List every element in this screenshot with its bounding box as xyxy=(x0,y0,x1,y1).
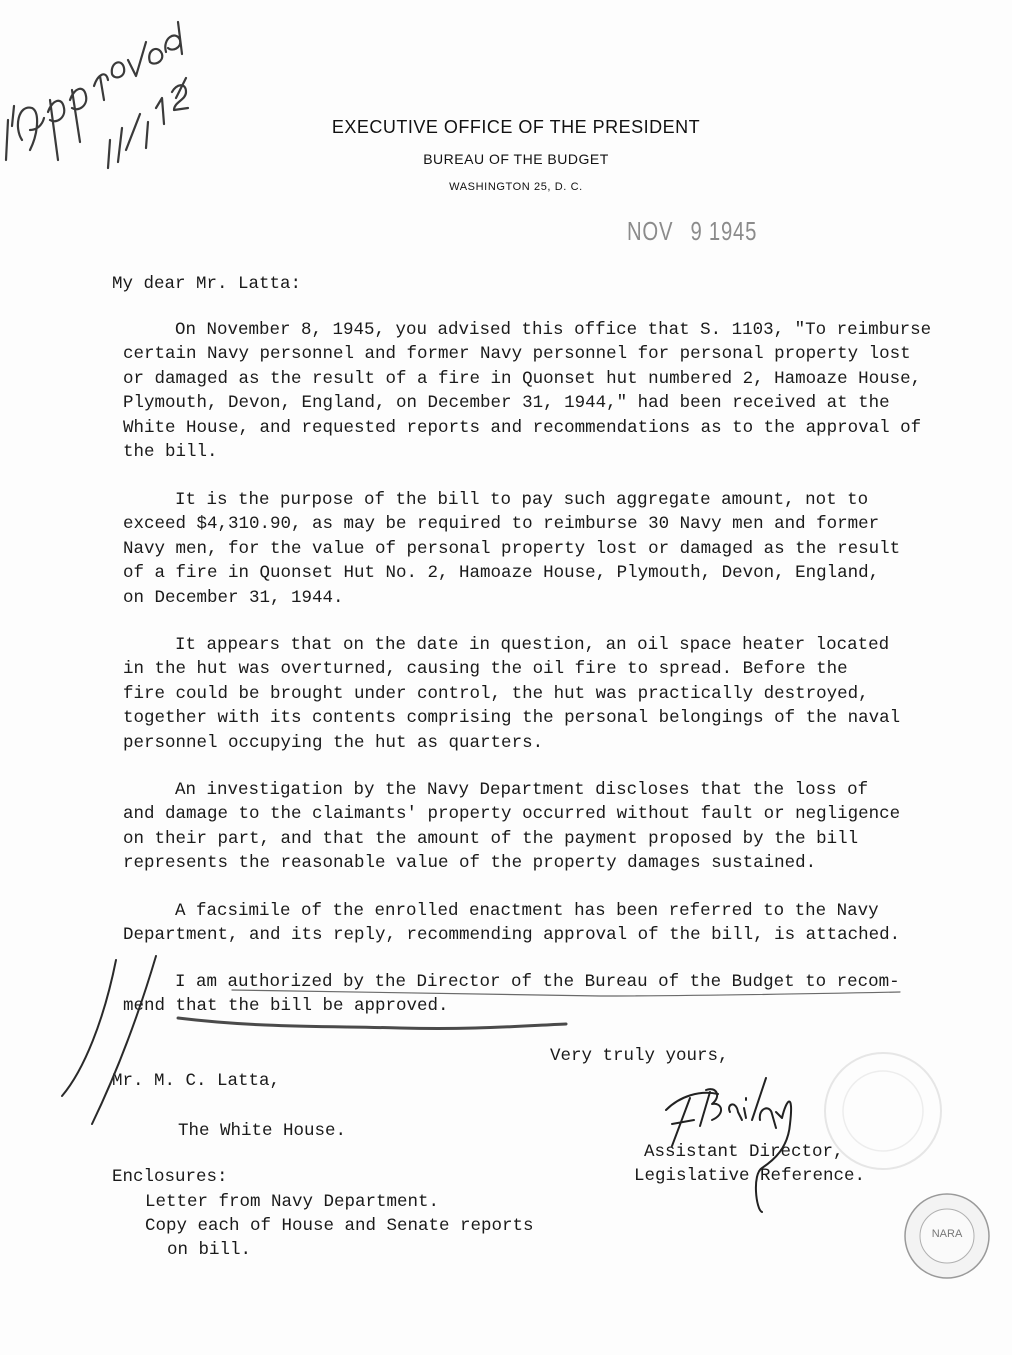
paragraph-line: certain Navy personnel and former Navy personnel for personal property lost xyxy=(123,344,911,365)
paragraph-line: On November 8, 1945, you advised this office that S. 1103, "To reimburse xyxy=(175,320,932,340)
paragraph-line: I am authorized by the Director of the Bureau of the Budget to recom- xyxy=(175,972,900,992)
letterhead-bureau: BUREAU OF THE BUDGET xyxy=(423,151,609,167)
recipient-name: Mr. M. C. Latta, xyxy=(112,1071,281,1091)
recipient-place: The White House. xyxy=(178,1121,347,1141)
salutation: My dear Mr. Latta: xyxy=(112,274,302,294)
paragraph-line: exceed $4,310.90, as may be required to reimburse 30 Navy men and former xyxy=(123,514,880,535)
paragraph-line: It appears that on the date in question, an oil space heater located xyxy=(175,635,890,655)
margin-bracket-left xyxy=(62,960,116,1096)
enclosure-item: on bill. xyxy=(167,1240,252,1260)
date-stamp xyxy=(627,216,757,247)
paragraph-3 xyxy=(123,633,953,755)
paragraph-line: personnel occupying the hut as quarters. xyxy=(123,732,544,753)
archive-seal-label xyxy=(903,1192,991,1280)
paragraph-line: Plymouth, Devon, England, on December 31, 1944," had been received at the xyxy=(123,393,890,414)
paragraph-5 xyxy=(123,899,953,948)
paragraph-line: White House, and requested reports and recommendations as to the approval of xyxy=(123,417,922,438)
signer-title-1: Assistant Director, xyxy=(644,1142,844,1162)
paragraph-line: on December 31, 1944. xyxy=(123,587,344,608)
paragraph-line: Navy men, for the value of personal property lost or damaged as the result xyxy=(123,538,901,559)
paragraph-4 xyxy=(123,778,953,876)
archive-seal-center: NARA xyxy=(931,1228,963,1240)
paragraph-1 xyxy=(123,318,953,464)
paragraph-2 xyxy=(123,488,953,610)
paragraph-line: represents the reasonable value of the property damages sustained. xyxy=(123,853,817,874)
signer-title-2: Legislative Reference. xyxy=(634,1166,866,1186)
paragraph-line: or damaged as the result of a fire in Quonset hut numbered 2, Hamoaze House, xyxy=(123,368,922,389)
pencil-underline xyxy=(178,1018,566,1029)
enclosures-label: Enclosures: xyxy=(112,1167,228,1187)
letterhead-office: EXECUTIVE OFFICE OF THE PRESIDENT xyxy=(331,117,701,137)
paragraph-line: on their part, and that the amount of the payment proposed by the bill xyxy=(123,828,859,849)
letterhead-city: WASHINGTON 25, D. C. xyxy=(449,181,583,193)
paragraph-line: fire could be brought under control, the hut was practically destroyed, xyxy=(123,683,869,704)
paragraph-line: and damage to the claimants' property occurred without fault or negligence xyxy=(123,804,901,825)
handwritten-approval-note xyxy=(6,22,188,168)
paragraph-line: A facsimile of the enrolled enactment has been referred to the Navy xyxy=(175,901,879,921)
faint-embossed-seal xyxy=(822,1050,944,1172)
enclosure-item: Letter from Navy Department. xyxy=(145,1192,440,1212)
paragraph-line: mend that the bill be approved. xyxy=(123,996,449,1017)
paragraph-line: in the hut was overturned, causing the oil fire to spread. Before the xyxy=(123,659,848,680)
paragraph-6-recommendation xyxy=(123,970,953,1019)
paragraph-line: Department, and its reply, recommending approval of the bill, is attached. xyxy=(123,925,901,946)
enclosure-item: Copy each of House and Senate reports xyxy=(145,1216,534,1236)
closing: Very truly yours, xyxy=(550,1046,729,1066)
paragraph-line: It is the purpose of the bill to pay such aggregate amount, not to xyxy=(175,490,869,510)
date-stamp-month: NOV xyxy=(627,216,674,246)
paragraph-line: An investigation by the Navy Department discloses that the loss of xyxy=(175,780,869,800)
date-stamp-day-year: 9 1945 xyxy=(690,216,758,246)
paragraph-line: together with its contents comprising the personal belongings of the naval xyxy=(123,708,901,729)
paragraph-line: of a fire in Quonset Hut No. 2, Hamoaze House, Plymouth, Devon, England, xyxy=(123,563,880,584)
paragraph-line: the bill. xyxy=(123,442,218,463)
